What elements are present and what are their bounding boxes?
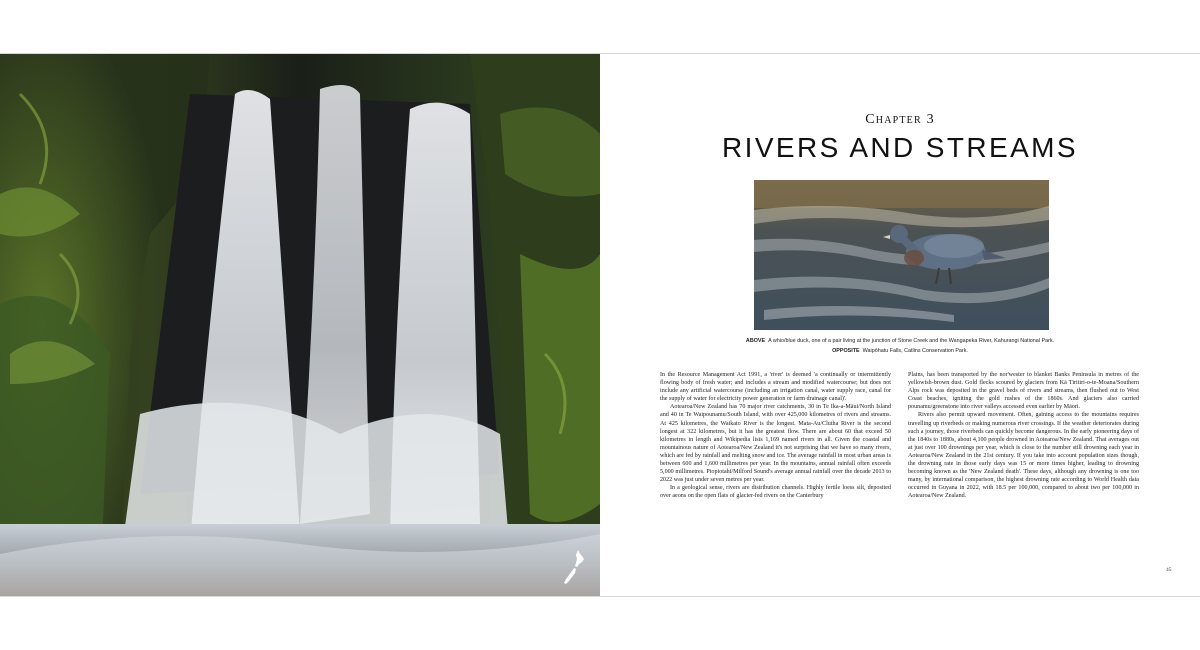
right-page [600, 54, 1200, 596]
bottom-divider [0, 596, 1200, 597]
body-column-right [908, 371, 1139, 501]
chapter-label: Chapter 3 [865, 112, 935, 127]
paragraph: In the Resource Management Act 1991, a 'river' is deemed 'a continually or intermittently flowing body of fresh water; and includes a stream and modified watercourse; but does not include any artificial watercourse (including an irrigation canal, water supply race, canal for the supply of water for electricity power generation or farm drainage canal)'. [660, 372, 891, 403]
above-caption [660, 337, 1140, 345]
paragraph: Rivers also permit upward movement. Often, gaining access to the mountains requires travelling up riverbeds or making numerous river crossings. If the weather deteriorates during such a journey, those riverbeds can quickly become dangerous. In the early pioneering days of the 1840s to 1880s, about 4,100 people drowned in Aotearoa/New Zealand. That averages out at just over 100 drownings per year, which is close to the number still drowning each year in Aotearoa/New Zealand in the 21st century. If you take into account population sizes though, the drowning rate in those early days was 15 or more times higher, leading to drowning becoming known as the 'New Zealand death'. These days, although any drowning is one too many, by international comparison, the highest drowning rate according to World Health data occurred in Guyana in 2022, with 18.5 per 100,000, compared to about two per 100,000 in Aotearoa/New Zealand. [908, 412, 1139, 500]
paragraph: In a geological sense, rivers are distribution channels. Highly fertile loess silt, deposited over aeons on the open flats of glacier-fed rivers on the Canterbury [660, 485, 891, 500]
page-number: 45 [1166, 567, 1172, 573]
opposite-caption [660, 347, 1140, 355]
new-zealand-map-icon [563, 549, 587, 587]
waterfall-photo [0, 54, 600, 596]
paragraph: Aotearoa/New Zealand has 70 major river catchments, 30 in Te Ika-a-Māui/North Island and 40 in Te Waipounamu/South Island, with over 425,000 kilometres of rivers and streams. At 425 kilometres, the Waikato River is the longest. Mata-Au/Clutha River is the second longest at 322 kilometres, but it has the greatest flow. There are about 60 that exceed 50 kilometres in length and Wikipedia lists 1,169 named rivers in all. Given the coastal and mountainous nature of Aotearoa/New Zealand it's not surprising that we have so many rivers, which are fed by rainfall and melting snow and ice. The average rainfall in most urban areas is between 600 and 1,600 millimetres per year. In the mountains, annual rainfall often exceeds 5,000 millimetres. Piopiotahi/Milford Sound's average annual rainfall over the decade 2013 to 2022 was just under seven metres per year. [660, 404, 891, 484]
body-column-left [660, 371, 891, 501]
opposite-caption-lead: OPPOSITE [832, 348, 860, 354]
blue-duck-photo [754, 180, 1049, 330]
above-caption-text: A whio/blue duck, one of a pair living at the junction of Stone Creek and the Wangapeka River, Kahurangi National Park. [768, 338, 1055, 344]
above-caption-lead: ABOVE [745, 338, 766, 344]
paragraph: Plains, has been transported by the nor'wester to blanket Banks Peninsula in metres of the yellowish-brown dust. Gold flecks scoured by glaciers from Kā Tiritiri-o-te-Moana/Southern Alps rock was deposited in the gravel beds of rivers and streams, then flushed out to West Coast beaches, igniting the gold rushes of the 1860s. And glaciers also carried pounamu/greenstone into river valleys accessed even earlier by Māori. [908, 372, 1139, 411]
opposite-caption-text: Waipōhatu Falls, Catlins Conservation Park. [862, 348, 968, 354]
chapter-title: RIVERS AND STREAMS [722, 132, 1078, 163]
